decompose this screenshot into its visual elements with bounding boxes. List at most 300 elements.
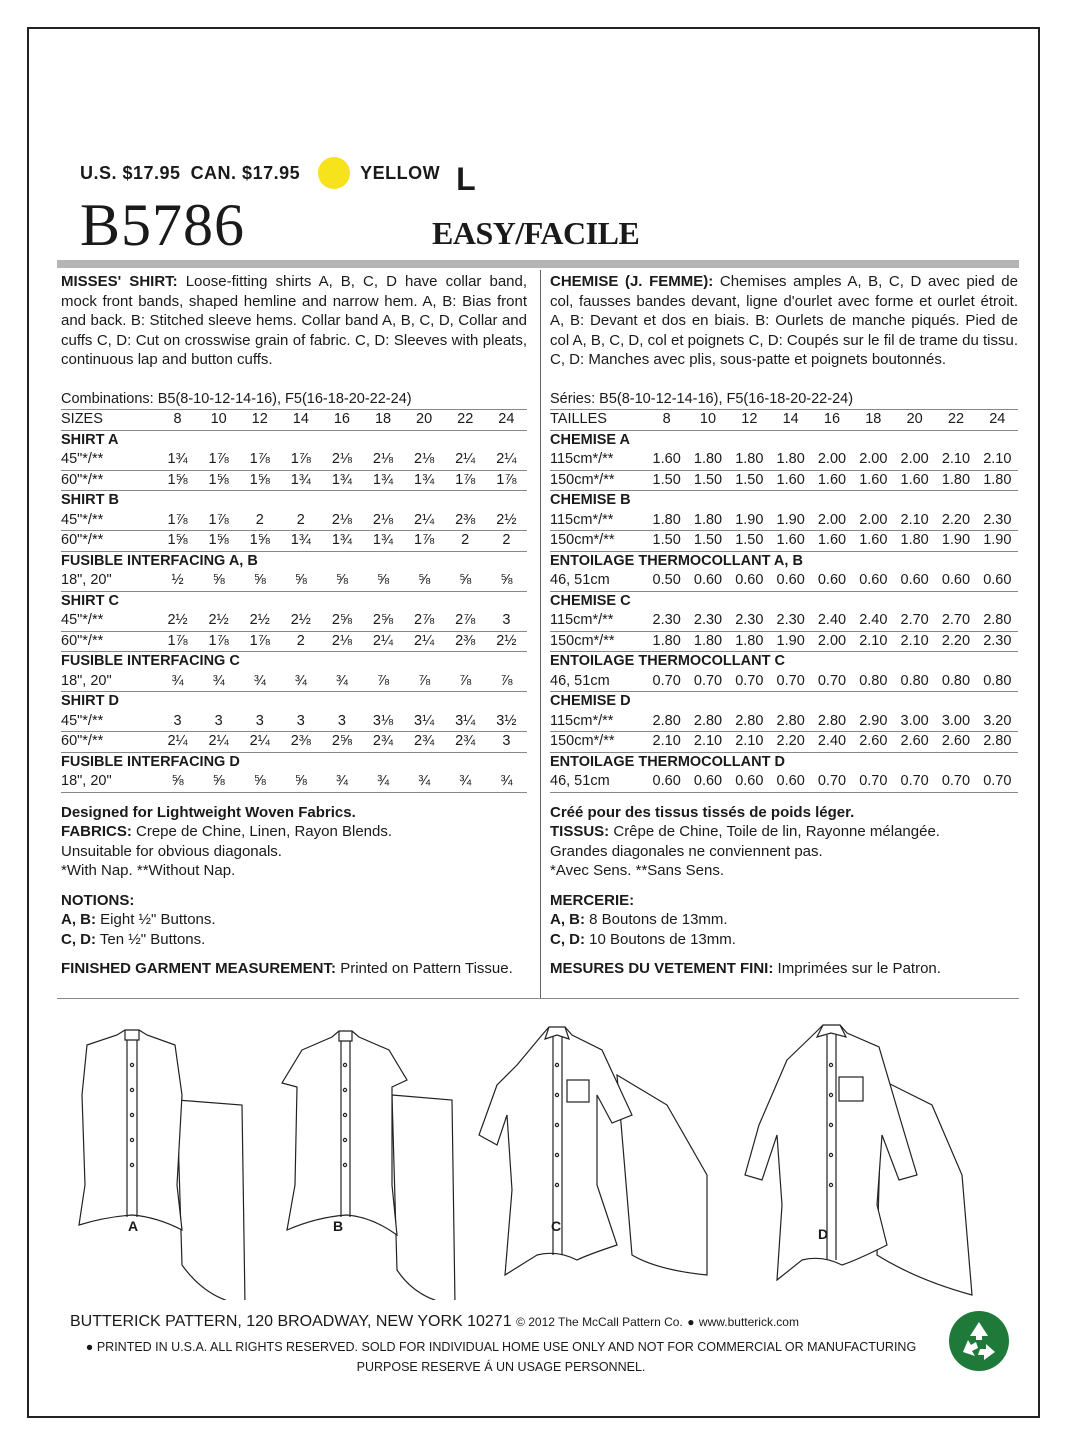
table-cell: ⅝	[239, 571, 280, 591]
yardage-table	[61, 390, 527, 793]
table-cell: 1.80	[687, 450, 728, 470]
table-cell: 1⅞	[198, 450, 239, 470]
unsuitable: Unsuitable for obvious diagonals.	[61, 842, 282, 860]
rights-text-fr: PURPOSE RESERVE Á UN USAGE PERSONNEL.	[356, 1360, 646, 1374]
table-cell: 1¾	[321, 531, 362, 552]
table-cell: 1¾	[362, 470, 403, 491]
publisher-address: BUTTERICK PATTERN, 120 BROADWAY, NEW YORK 10271	[70, 1313, 512, 1330]
view-label-c: C	[551, 1218, 562, 1234]
row-label: 46, 51cm	[550, 672, 646, 692]
view-b-drawing	[282, 1031, 455, 1300]
table-cell: 2¼	[404, 511, 445, 531]
table-cell: 1.60	[853, 531, 894, 552]
row-label: 18", 20"	[61, 672, 157, 692]
row-label: 45"*/**	[61, 611, 157, 631]
recycle-icon	[948, 1310, 1010, 1372]
table-cell: 2⅝	[362, 611, 403, 631]
row-label: 18", 20"	[61, 571, 157, 591]
difficulty-label: EASY/FACILE	[432, 215, 640, 251]
table-cell: 1.80	[894, 531, 935, 552]
table-cell: ¾	[362, 772, 403, 792]
table-cell: 0.70	[853, 772, 894, 792]
table-cell: 2⅜	[445, 511, 486, 531]
row-label: 115cm*/**	[550, 712, 646, 732]
table-cell: 1.60	[811, 470, 852, 491]
section-title: CHEMISE D	[550, 693, 631, 709]
finished-measurement	[61, 959, 527, 979]
table-row	[550, 712, 1018, 732]
view-a-drawing	[79, 1030, 245, 1300]
table-cell: ¾	[321, 672, 362, 692]
description-title: MISSES' SHIRT:	[61, 273, 178, 290]
table-cell: 1¾	[404, 470, 445, 491]
header-rule	[57, 260, 1019, 268]
price-can: CAN. $17.95	[190, 162, 301, 183]
table-cell: 0.80	[894, 672, 935, 692]
table-cell: 1.80	[729, 450, 770, 470]
footer-bullet: ●	[687, 1315, 695, 1329]
footer-address-line	[70, 1313, 799, 1331]
table-row	[550, 470, 1018, 491]
table-cell: 0.60	[687, 571, 728, 591]
table-cell: 1.80	[687, 631, 728, 652]
table-cell: 0.70	[935, 772, 976, 792]
table-cell: 1.60	[853, 470, 894, 491]
notions-ab-text: Eight ½" Buttons.	[100, 911, 216, 928]
table-cell: 0.60	[646, 772, 687, 792]
pattern-number: B5786	[80, 192, 246, 258]
table-cell: 2¾	[404, 732, 445, 753]
table-cell: 0.70	[687, 672, 728, 692]
table-row	[550, 772, 1018, 792]
table-cell: 0.60	[853, 571, 894, 591]
rights-text: PRINTED IN U.S.A. ALL RIGHTS RESERVED. SOLD FOR INDIVIDUAL HOME USE ONLY AND NOT FOR COMMERCIAL OR MANUFACTURING	[96, 1340, 917, 1354]
table-cell: 2	[445, 531, 486, 552]
table-cell: 1⅞	[157, 511, 198, 531]
combinations: Combinations: B5(8-10-12-14-16), F5(16-18-20-22-24)	[61, 390, 527, 410]
table-cell: 2.80	[687, 712, 728, 732]
size-header: 24	[486, 410, 527, 431]
table-cell: 3.20	[977, 712, 1018, 732]
size-header: 18	[362, 410, 403, 431]
notions-cd-fr	[550, 930, 1018, 950]
table-row	[61, 450, 527, 470]
color-label: YELLOW	[360, 162, 441, 183]
table-cell: 1.50	[729, 531, 770, 552]
table-cell: 1.50	[687, 531, 728, 552]
table-cell: 0.70	[646, 672, 687, 692]
website: www.butterick.com	[698, 1315, 799, 1329]
section-title: SHIRT D	[61, 693, 119, 709]
table-cell: 2⅛	[362, 511, 403, 531]
table-cell: ¾	[280, 672, 321, 692]
table-cell: 3	[280, 712, 321, 732]
table-cell: 1⅞	[486, 470, 527, 491]
table-cell: 1⅝	[157, 531, 198, 552]
table-row	[61, 712, 527, 732]
table-cell: 2.60	[894, 732, 935, 753]
row-label: 45"*/**	[61, 450, 157, 470]
table-cell: 1⅞	[198, 511, 239, 531]
notions-title: NOTIONS:	[61, 891, 135, 909]
description-title-fr: CHEMISE (J. FEMME):	[550, 273, 714, 290]
row-label: 115cm*/**	[550, 611, 646, 631]
size-header: 12	[729, 410, 770, 431]
table-cell: 2.30	[977, 511, 1018, 531]
table-cell: 2.30	[977, 631, 1018, 652]
table-cell: 1.50	[646, 470, 687, 491]
table-cell: 1¾	[280, 470, 321, 491]
table-cell: 1.60	[894, 470, 935, 491]
table-cell: 3.00	[894, 712, 935, 732]
section-title: CHEMISE B	[550, 492, 631, 508]
yardage-table-fr	[550, 390, 1018, 793]
table-cell: 3¼	[445, 712, 486, 732]
table-cell: 1.60	[811, 531, 852, 552]
copyright: © 2012 The McCall Pattern Co.	[516, 1315, 683, 1329]
table-cell: 0.70	[811, 772, 852, 792]
table-cell: 2.40	[811, 611, 852, 631]
table-cell: 2.10	[977, 450, 1018, 470]
table-cell: ¾	[198, 672, 239, 692]
table-cell: 0.70	[894, 772, 935, 792]
size-header: 20	[894, 410, 935, 431]
french-column	[550, 272, 1018, 979]
table-cell: 2.10	[646, 732, 687, 753]
table-cell: 2.00	[853, 450, 894, 470]
yellow-dot-icon	[318, 157, 350, 189]
notions-ab-label-fr: A, B:	[550, 911, 585, 928]
table-cell: 2½	[280, 611, 321, 631]
section-title: ENTOILAGE THERMOCOLLANT C	[550, 653, 785, 669]
fabrics-title: FABRICS:	[61, 823, 132, 840]
row-label: 46, 51cm	[550, 772, 646, 792]
table-cell: 3	[486, 611, 527, 631]
table-cell: 1⅞	[239, 631, 280, 652]
table-cell: 1.50	[729, 470, 770, 491]
table-cell: 2⅜	[445, 631, 486, 652]
size-letter: L	[456, 160, 477, 197]
row-label: 60"*/**	[61, 531, 157, 552]
table-cell: 0.80	[977, 672, 1018, 692]
table-cell: 2	[239, 511, 280, 531]
table-cell: 1.50	[687, 470, 728, 491]
table-row	[550, 531, 1018, 552]
table-cell: 1⅞	[239, 450, 280, 470]
table-cell: 2.60	[853, 732, 894, 753]
table-cell: 3¼	[404, 712, 445, 732]
table-row	[550, 450, 1018, 470]
table-cell: 0.80	[853, 672, 894, 692]
table-row	[61, 772, 527, 792]
row-label: 115cm*/**	[550, 511, 646, 531]
table-row	[61, 470, 527, 491]
table-cell: 2.20	[770, 732, 811, 753]
row-label: 45"*/**	[61, 712, 157, 732]
notions-cd-text: Ten ½" Buttons.	[99, 930, 206, 948]
table-cell: 1.90	[770, 511, 811, 531]
size-header: 16	[321, 410, 362, 431]
notions-ab-text-fr: 8 Boutons de 13mm.	[589, 911, 728, 928]
table-cell: 2.00	[811, 450, 852, 470]
section-title: SHIRT C	[61, 592, 119, 609]
table-cell: 0.70	[770, 672, 811, 692]
notions-cd	[61, 930, 527, 950]
size-header: 22	[445, 410, 486, 431]
section-title: FUSIBLE INTERFACING D	[61, 753, 240, 770]
table-cell: 3	[486, 732, 527, 753]
table-cell: 2.70	[894, 611, 935, 631]
table-cell: 2.40	[853, 611, 894, 631]
size-header: 22	[935, 410, 976, 431]
table-cell: 1⅞	[157, 631, 198, 652]
table-cell: 2¾	[362, 732, 403, 753]
row-label: 60"*/**	[61, 732, 157, 753]
section-title: SHIRT B	[61, 492, 119, 508]
table-cell: 3	[157, 712, 198, 732]
section-title: ENTOILAGE THERMOCOLLANT D	[550, 753, 785, 770]
table-cell: 3	[198, 712, 239, 732]
table-cell: 2¼	[157, 732, 198, 753]
table-row	[550, 571, 1018, 591]
table-row	[61, 672, 527, 692]
table-cell: 1⅞	[445, 470, 486, 491]
row-label: 150cm*/**	[550, 732, 646, 753]
table-cell: 2.80	[977, 732, 1018, 753]
table-cell: ⅝	[280, 571, 321, 591]
table-cell: 2	[486, 531, 527, 552]
table-row	[61, 732, 527, 753]
table-cell: ⅝	[404, 571, 445, 591]
table-cell: 2⅝	[321, 611, 362, 631]
table-cell: 0.80	[935, 672, 976, 692]
fabrics-title-fr: TISSUS:	[550, 823, 610, 840]
table-cell: 2¼	[239, 732, 280, 753]
section-title: FUSIBLE INTERFACING A, B	[61, 552, 258, 569]
table-cell: 2.30	[729, 611, 770, 631]
designed-for: Designed for Lightweight Woven Fabrics.	[61, 803, 356, 821]
row-label: 46, 51cm	[550, 571, 646, 591]
table-cell: ⅞	[362, 672, 403, 692]
size-header: 20	[404, 410, 445, 431]
rights-notice	[66, 1337, 936, 1377]
section-title: ENTOILAGE THERMOCOLLANT A, B	[550, 552, 803, 569]
table-cell: ⅞	[404, 672, 445, 692]
table-cell: ⅝	[321, 571, 362, 591]
table-cell: 2.10	[853, 631, 894, 652]
nap-note: *With Nap. **Without Nap.	[61, 862, 236, 879]
table-cell: ⅝	[198, 571, 239, 591]
unsuitable-fr: Grandes diagonales ne conviennent pas.	[550, 842, 823, 860]
table-cell: 2.10	[729, 732, 770, 753]
row-label: 60"*/**	[61, 470, 157, 491]
table-cell: 1.90	[770, 631, 811, 652]
finished-title: FINISHED GARMENT MEASUREMENT:	[61, 960, 337, 977]
table-cell: 1.90	[977, 531, 1018, 552]
table-cell: 2½	[239, 611, 280, 631]
table-row	[61, 631, 527, 652]
table-cell: 1.80	[977, 470, 1018, 491]
size-header: 14	[280, 410, 321, 431]
table-cell: 2	[280, 631, 321, 652]
section-title: SHIRT A	[61, 431, 119, 448]
size-header: 24	[977, 410, 1018, 431]
sizes-label: TAILLES	[550, 410, 646, 431]
table-cell: 2¼	[404, 631, 445, 652]
table-cell: 2.00	[894, 450, 935, 470]
table-cell: ¾	[239, 672, 280, 692]
table-cell: 0.50	[646, 571, 687, 591]
table-cell: 1⅞	[404, 531, 445, 552]
table-cell: 2⅛	[321, 450, 362, 470]
table-cell: 2.70	[935, 611, 976, 631]
illustration-rule	[57, 998, 1019, 999]
table-cell: 1.60	[646, 450, 687, 470]
view-label-b: B	[333, 1218, 344, 1234]
row-label: 115cm*/**	[550, 450, 646, 470]
table-cell: 1¾	[362, 531, 403, 552]
table-row	[550, 631, 1018, 652]
table-cell: 2½	[486, 631, 527, 652]
table-cell: 2¾	[445, 732, 486, 753]
row-label: 60"*/**	[61, 631, 157, 652]
description-text: Loose-fitting shirts A, B, C, D have collar band, mock front bands, shaped hemline and narrow hem. A, B: Bias front and back. B: Stitched sleeve hems. Collar band A, B, C, D, Collar and cuffs C, D: Cut on crosswise grain of fabric. C, D: Sleeves with pleats, continuous lap and button cuffs.	[61, 273, 528, 368]
finished-title-fr: MESURES DU VETEMENT FINI:	[550, 960, 774, 977]
section-title: CHEMISE A	[550, 431, 631, 448]
table-cell: ⅝	[198, 772, 239, 792]
size-header: 8	[157, 410, 198, 431]
table-cell: 2.10	[935, 450, 976, 470]
table-cell: 2.00	[811, 511, 852, 531]
row-label: 150cm*/**	[550, 631, 646, 652]
table-cell: 0.60	[770, 772, 811, 792]
table-cell: 1.80	[729, 631, 770, 652]
table-cell: 2.40	[811, 732, 852, 753]
table-cell: 1.80	[770, 450, 811, 470]
fabrics-text: Crepe de Chine, Linen, Rayon Blends.	[136, 823, 393, 840]
table-cell: 2½	[198, 611, 239, 631]
notions-ab	[61, 910, 527, 930]
table-cell: 1⅝	[198, 470, 239, 491]
table-cell: ⅝	[280, 772, 321, 792]
size-header: 10	[687, 410, 728, 431]
table-cell: 2.30	[687, 611, 728, 631]
table-cell: 0.70	[729, 672, 770, 692]
table-cell: ¾	[404, 772, 445, 792]
table-cell: 1.90	[935, 531, 976, 552]
column-divider	[540, 270, 541, 998]
table-cell: 1.60	[770, 531, 811, 552]
table-cell: 2.20	[935, 631, 976, 652]
table-cell: 3½	[486, 712, 527, 732]
notions-ab-fr	[550, 910, 1018, 930]
size-header: 12	[239, 410, 280, 431]
table-cell: 1.80	[935, 470, 976, 491]
table-row	[61, 571, 527, 591]
table-row	[61, 511, 527, 531]
table-cell: 2.10	[894, 631, 935, 652]
table-cell: 2⅛	[321, 631, 362, 652]
table-cell: 2⅛	[362, 450, 403, 470]
finished-measurement-fr	[550, 959, 1018, 979]
table-cell: 1⅝	[198, 531, 239, 552]
size-header: 14	[770, 410, 811, 431]
table-cell: 0.60	[894, 571, 935, 591]
table-cell: 2.80	[770, 712, 811, 732]
table-row	[61, 531, 527, 552]
table-row	[550, 511, 1018, 531]
table-cell: 1.60	[770, 470, 811, 491]
table-cell: ¾	[445, 772, 486, 792]
table-cell: 0.60	[687, 772, 728, 792]
table-cell: 1.50	[646, 531, 687, 552]
table-cell: 1¾	[321, 470, 362, 491]
table-cell: 0.60	[977, 571, 1018, 591]
table-cell: ⅝	[486, 571, 527, 591]
table-cell: 2.80	[646, 712, 687, 732]
table-cell: 0.60	[935, 571, 976, 591]
fabrics-fr	[550, 822, 1018, 842]
table-cell: ⅞	[445, 672, 486, 692]
size-header: 18	[853, 410, 894, 431]
table-cell: 2⅞	[445, 611, 486, 631]
table-cell: 2.90	[853, 712, 894, 732]
table-cell: ⅞	[486, 672, 527, 692]
table-cell: 1¾	[280, 531, 321, 552]
price-us: U.S. $17.95	[80, 162, 181, 183]
row-label: 18", 20"	[61, 772, 157, 792]
table-cell: 2.80	[977, 611, 1018, 631]
notions-cd-label-fr: C, D:	[550, 930, 585, 948]
table-cell: 3	[321, 712, 362, 732]
table-cell: 1.80	[646, 631, 687, 652]
table-cell: ¾	[486, 772, 527, 792]
table-cell: 0.70	[811, 672, 852, 692]
view-label-a: A	[128, 1218, 139, 1234]
table-cell: 2⅝	[321, 732, 362, 753]
table-cell: 2.10	[894, 511, 935, 531]
table-row	[550, 611, 1018, 631]
table-cell: 2.80	[811, 712, 852, 732]
table-cell: 2	[280, 511, 321, 531]
table-cell: 2½	[486, 511, 527, 531]
table-cell: ½	[157, 571, 198, 591]
nap-note-fr: *Avec Sens. **Sans Sens.	[550, 862, 724, 879]
sizes-label: SIZES	[61, 410, 157, 431]
table-cell: 0.60	[811, 571, 852, 591]
description-fr	[550, 272, 1018, 370]
table-cell: 1⅞	[280, 450, 321, 470]
table-cell: 0.70	[977, 772, 1018, 792]
fabrics	[61, 822, 527, 842]
notions-ab-label: A, B:	[61, 911, 96, 928]
combinations: Séries: B5(8-10-12-14-16), F5(16-18-20-22-24)	[550, 390, 1018, 410]
table-cell: 2.20	[935, 511, 976, 531]
table-cell: 0.60	[770, 571, 811, 591]
table-cell: 2.00	[853, 511, 894, 531]
finished-text: Printed on Pattern Tissue.	[340, 960, 513, 977]
table-cell: 3	[239, 712, 280, 732]
table-cell: 1.80	[687, 511, 728, 531]
table-cell: 0.60	[729, 772, 770, 792]
table-cell: 2.30	[646, 611, 687, 631]
garment-illustrations	[57, 1005, 1019, 1300]
size-header: 8	[646, 410, 687, 431]
view-d-drawing	[745, 1025, 972, 1295]
section-title: FUSIBLE INTERFACING C	[61, 653, 240, 669]
table-row	[550, 732, 1018, 753]
table-cell: 2¼	[362, 631, 403, 652]
